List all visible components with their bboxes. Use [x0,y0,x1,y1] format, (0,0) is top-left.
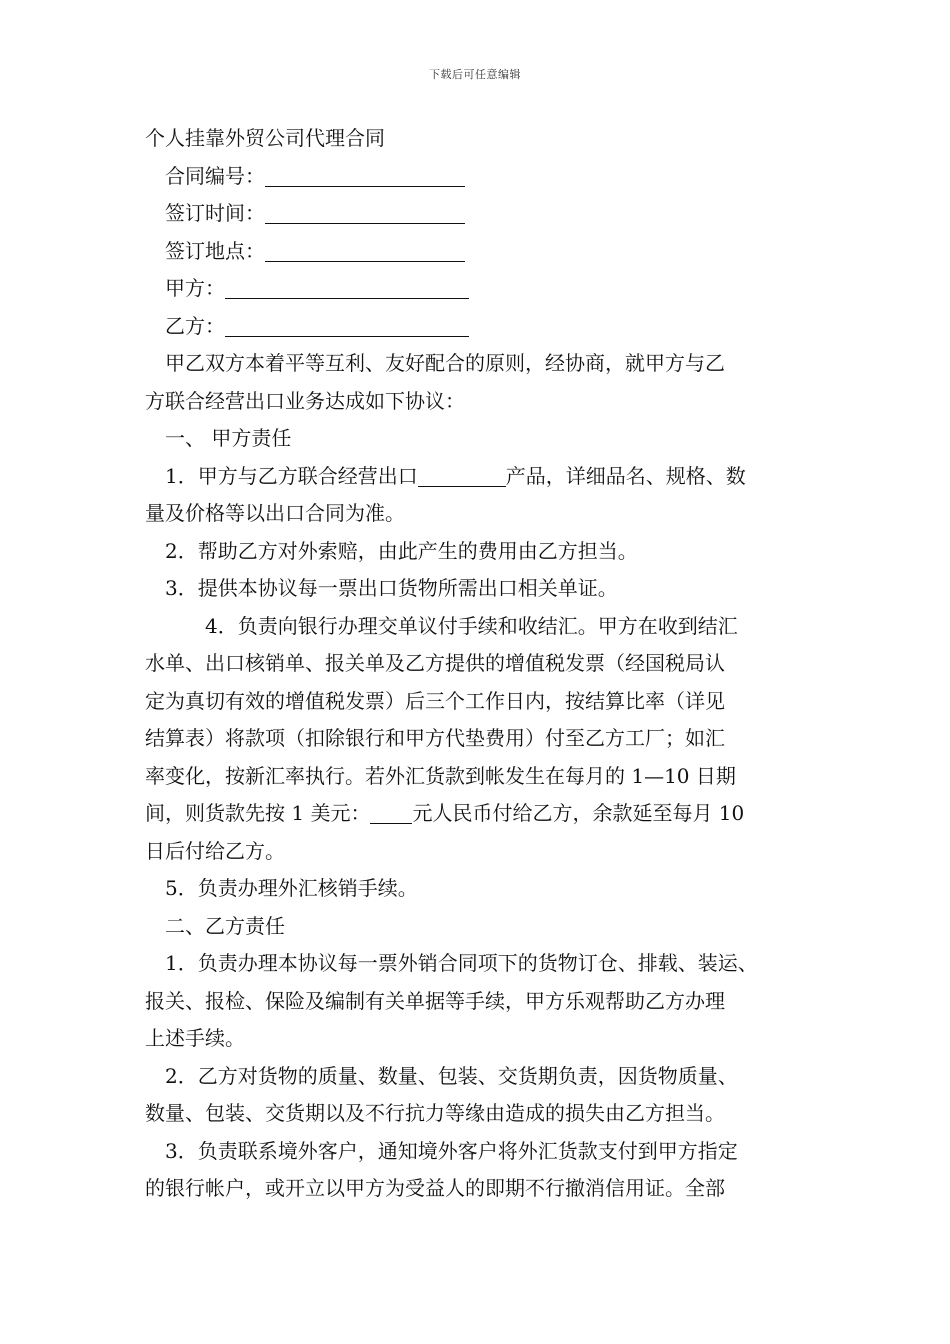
section-1-item-4-line-6 [145,795,825,833]
party-a-label: 甲方： [165,276,225,300]
sign-place-label: 签订地点： [165,238,265,263]
section-1-item-4-line-7: 日后付给乙方。 [145,838,285,863]
section-2-heading: 二、乙方责任 [165,913,285,938]
header-note: 下载后可任意编辑 [429,68,521,81]
intro-line-2: 方联合经营出口业务达成如下协议： [145,388,465,413]
section-1-item-5: 5．负责办理外汇核销手续。 [165,876,418,900]
section-2-item-1-line-1: 1．负责办理本协议每一票外销合同项下的货物订仓、排载、装运、 [165,951,758,975]
section-2-item-2-line-1: 2．乙方对货物的质量、数量、包装、交货期负责，因货物质量、 [165,1063,738,1088]
section-1-item-1 [145,458,825,496]
section-2-item-3-line-2: 的银行帐户，或开立以甲方为受益人的即期不行撤消信用证。全部 [145,1176,725,1200]
contract-number-label: 合同编号： [165,163,265,188]
section-2-item-1-line-2: 报关、报检、保险及编制有关单据等手续，甲方乐观帮助乙方办理 [145,988,725,1013]
contract-document [145,120,825,1208]
section-1-item-1-text-b: 产品，详细品名、规格、数 [505,463,746,488]
party-b-blank [225,312,469,337]
party-b-field [145,308,825,346]
section-1-item-4-line-3: 定为真切有效的增值税发票）后三个工作日内，按结算比率（详见 [145,688,725,713]
party-a-blank [225,274,469,299]
contract-number-blank [265,162,465,187]
section-1-heading: 一、 甲方责任 [165,426,292,450]
section-1-item-3: 3．提供本协议每一票出口货物所需出口相关单证。 [165,576,618,600]
intro-line-1: 甲乙双方本着平等互利、友好配合的原则，经协商，就甲方与乙 [165,351,725,375]
section-2-item-3-line-1: 3．负责联系境外客户，通知境外客户将外汇货款支付到甲方指定 [165,1138,738,1163]
exchange-rate-blank [370,799,412,824]
party-b-label: 乙方： [165,313,225,338]
section-1-item-2: 2．帮助乙方对外索赔，由此产生的费用由乙方担当。 [165,538,638,563]
section-1-item-4-line-4: 结算表）将款项（扣除银行和甲方代垫费用）付至乙方工厂；如汇 [145,726,725,750]
section-1-item-4-line-6-b: 元人民币付给乙方，余款延至每月 10 [412,801,745,825]
sign-place-blank [265,237,465,262]
section-1-item-4-line-1: 4．负责向银行办理交单议付手续和收结汇。甲方在收到结汇 [205,613,738,638]
party-a-field [145,270,825,308]
sign-time-field [145,195,825,233]
sign-time-blank [265,199,465,224]
section-1-item-4-line-2: 水单、出口核销单、报关单及乙方提供的增值税发票（经国税局认 [145,651,725,675]
document-title: 个人挂靠外贸公司代理合同 [145,126,385,150]
section-2-item-1-line-3: 上述手续。 [145,1026,245,1050]
sign-time-label: 签订时间： [165,201,265,225]
contract-number-field [145,158,825,196]
section-1-item-4-line-6-a: 间，则货款先按 1 美元： [145,801,371,825]
section-1-item-4-line-5: 率变化，按新汇率执行。若外汇货款到帐发生在每月的 1—10 日期 [145,763,736,788]
section-1-item-1-cont: 量及价格等以出口合同为准。 [145,501,405,525]
sign-place-field [145,233,825,271]
product-blank [418,462,506,487]
section-2-item-2-line-2: 数量、包装、交货期以及不行抗力等缘由造成的损失由乙方担当。 [145,1101,725,1125]
section-1-item-1-text-a: 1．甲方与乙方联合经营出口 [165,463,418,488]
